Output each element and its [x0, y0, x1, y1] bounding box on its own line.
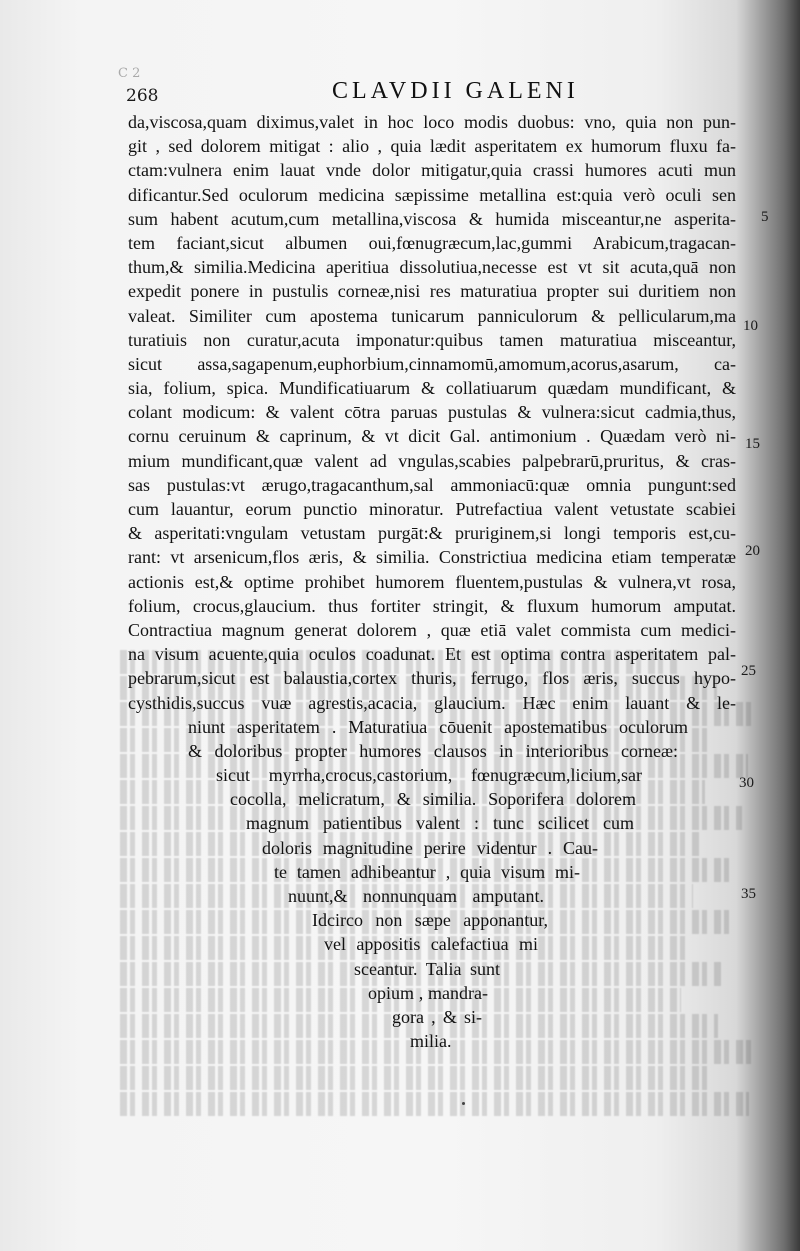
bleed-line: [120, 1092, 749, 1116]
text-line: rant: vt arsenicum,flos æris, & similia. Constrictiua medicina etiam temperatæ: [128, 547, 736, 568]
text-line: & doloribus propter humores clausos in interioribus corneæ:: [188, 740, 678, 761]
text-line: Contractiua magnum generat dolorem , quæ etiā valet commista cum medici-: [128, 619, 736, 640]
text-line: cysthidis,succus vuæ agrestis,acacia, glaucium. Hæc enim lauant & le-: [128, 692, 736, 713]
text-line: mium mundificant,quæ valent ad vngulas,scabies palpebrarū,pruritus, & cras-: [128, 450, 736, 471]
text-line: pebrarum,sicut est balaustia,cortex thuris, ferrugo, flos æris, succus hypo-: [128, 668, 736, 689]
text-line: nuunt,& nonnunquam amputant.: [288, 886, 544, 906]
line-number: 35: [741, 886, 756, 902]
text-line: sas pustulas:vt ærugo,tragacanthum,sal ammoniacū:quæ omnia pungunt:sed: [128, 474, 736, 495]
text-line: niunt asperitatem . Maturatiua cōuenit apostematibus oculorum: [188, 716, 688, 737]
text-line: da,viscosa,quam diximus,valet in hoc loco modis duobus: vno, quia non pun-: [128, 112, 736, 132]
text-line: magnum patientibus valent : tunc scilicet cum: [246, 813, 634, 834]
text-line: actionis est,& optime prohibet humorem fluentem,pustulas & vulnera,vt rosa,: [128, 571, 736, 592]
text-line: cornu ceruinum & caprinum, & vt dicit Gal. antimonium . Quædam verò ni-: [128, 426, 736, 447]
line-number: 15: [745, 436, 760, 452]
line-number: 5: [761, 209, 769, 225]
text-line: te tamen adhibeantur , quia visum mi-: [274, 861, 580, 882]
text-line: sceantur. Talia sunt: [354, 958, 500, 979]
text-line: sicut myrrha,crocus,castorium, fœnugræcum,licium,sar: [216, 765, 642, 786]
text-line: git , sed dolorem mitigat : alio , quia lædit asperitatem ex humorum fluxu fa-: [128, 136, 736, 157]
text-line: folium, crocus,glaucium. thus fortiter stringit, & fluxum humorum amputat.: [128, 595, 736, 616]
text-line: Idcirco non sæpe apponantur,: [312, 910, 548, 931]
text-line: milia.: [410, 1031, 452, 1052]
text-line: dificantur.Sed oculorum medicina sæpissime metallina est:quia verò oculi sen: [128, 184, 736, 205]
text-line: sicut assa,sagapenum,euphorbium,cinnamomū,amomum,acorus,asarum, ca-: [128, 353, 736, 374]
text-line: cocolla, melicratum, & similia. Soporifera dolorem: [230, 789, 636, 810]
line-number: 20: [745, 543, 760, 559]
text-line: cum lauantur, eorum punctio minoratur. Putrefactiua valent vetustate scabiei: [128, 499, 736, 519]
line-number: 30: [739, 775, 754, 791]
text-line: colant modicum: & valent cōtra paruas pustulas & vulnera:sicut cadmia,thus,: [128, 402, 736, 423]
text-line: vel appositis calefactiua mi: [324, 934, 538, 955]
text-line: na visum acuente,quia oculos coadunat. Et est optima contra asperitatem pal-: [128, 644, 736, 665]
text-line: turatiuis non curatur,acuta imponatur:quibus tamen maturatiua misceantur,: [128, 329, 736, 350]
text-line: gora , & si-: [392, 1006, 482, 1027]
text-line: & asperitati:vngulam vetustam purgāt:& pruriginem,si longi temporis est,cu-: [128, 523, 736, 544]
text-line: doloris magnitudine perire videntur . Cau-: [262, 837, 598, 858]
text-line: opium , mandra-: [368, 982, 488, 1003]
text-line: tem faciant,sicut albumen oui,fœnugræcum,lac,gummi Arabicum,tragacan-: [128, 232, 736, 253]
text-line: valeat. Similiter cum apostema tunicarum panniculorum & pellicularum,ma: [128, 305, 736, 326]
margin-mark: C 2: [118, 66, 141, 81]
line-number: 25: [741, 663, 756, 679]
bleed-line: [120, 1066, 712, 1090]
line-number: 10: [743, 318, 758, 334]
text-line: thum,& similia.Medicina aperitiua dissolutiua,necesse est vt sit acuta,quā non: [128, 257, 736, 278]
text-line: ctam:vulnera enim lauat vnde dolor mitigatur,quia crassi humores acuti mun: [128, 160, 736, 181]
text-line: expedit ponere in pustulis corneæ,nisi res maturatiua propter sui duritiem non: [128, 281, 736, 302]
page-number: 268: [126, 86, 159, 106]
text-line: sia, folium, spica. Mundificatiuarum & collatiuarum quædam mundificant, &: [128, 378, 736, 399]
text-body: [128, 110, 736, 1053]
running-head: CLAVDII GALENI: [332, 78, 579, 104]
ink-dot: [462, 1102, 465, 1105]
text-line: sum habent acutum,cum metallina,viscosa & humida misceantur,ne asperita-: [128, 208, 736, 229]
